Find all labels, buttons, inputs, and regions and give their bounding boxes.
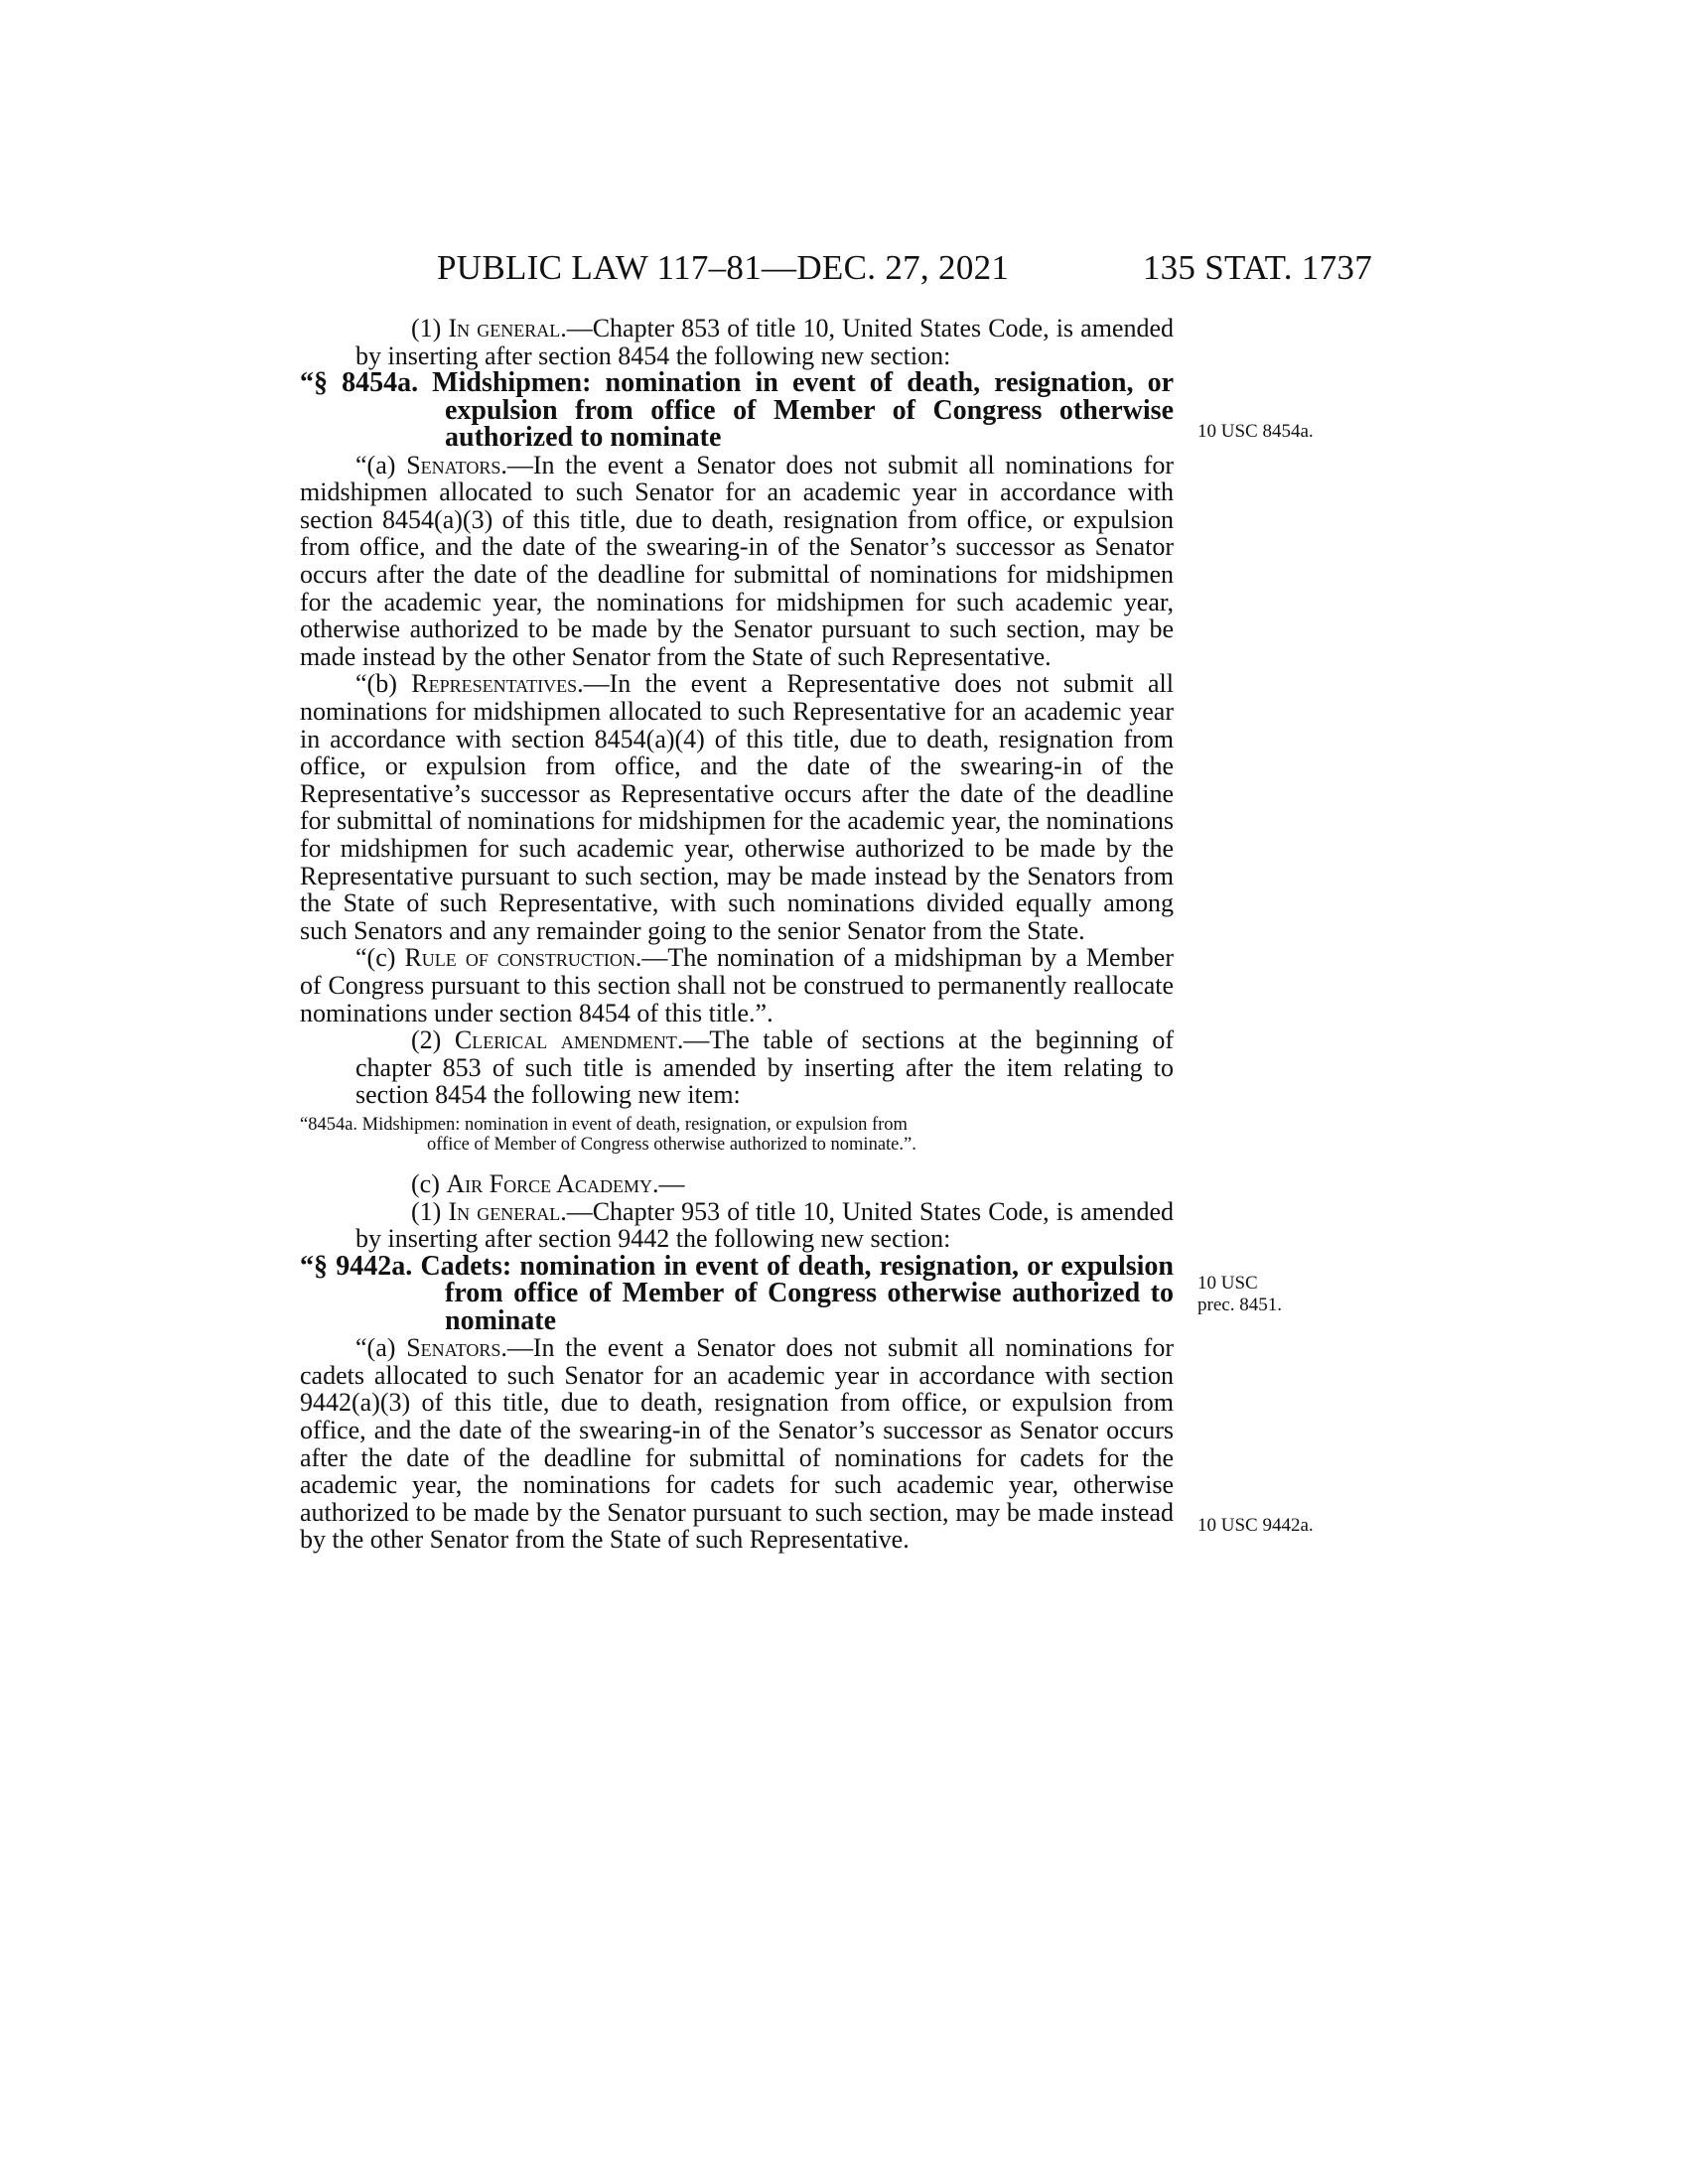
subsection-b-representatives: [300, 670, 1174, 944]
para-heading: In general: [448, 314, 561, 342]
section-heading-9442a: “§ 9442a. Cadets: nomination in event of death, resignation, or expulsion from office of Member of Congress otherwise authorized to nominate: [300, 1250, 1174, 1336]
para-heading: Clerical amendment: [454, 1025, 677, 1055]
para-label: (c): [411, 1168, 447, 1198]
para-text: .—Chapter 853 of title 10, United States Code, is amended by inserting after section 8454 the following new section:: [355, 314, 1174, 370]
item-line-1: “8454a. Midshipmen: nomination in event of death, resignation, or expulsion from: [300, 1114, 908, 1135]
para-heading: Rule of construction: [404, 943, 635, 973]
para-text: .—Chapter 953 of title 10, United States Code, is amended by inserting after section 9442 the following new section:: [355, 1196, 1174, 1254]
margin-note-prec-8451: [1197, 1273, 1282, 1316]
para-label: (1): [411, 314, 449, 342]
para-heading: Senators: [406, 1333, 501, 1363]
section-heading-8454a: “§ 8454a. Midshipmen: nomination in event of death, resignation, or expulsion from office of Member of Congress otherwise authorized to nominate: [300, 367, 1174, 454]
item-line-2: office of Member of Congress otherwise authorized to nominate.”.: [427, 1134, 916, 1155]
para-text: .—The table of sections at the beginning of chapter 853 of such title is amended by inserting after the item relating to section 8454 the following new item:: [355, 1025, 1174, 1110]
para-label: “(a): [355, 450, 407, 479]
subsection-a-senators-cadets: [300, 1334, 1174, 1554]
margin-note-8454a: 10 USC 8454a.: [1197, 421, 1314, 442]
subsection-a-senators: [300, 452, 1174, 671]
statute-page-number: 135 STAT. 1737: [1142, 248, 1372, 287]
subsection-c-air-force-academy: [300, 1170, 1174, 1198]
margin-note-9442a: 10 USC 9442a.: [1197, 1515, 1314, 1536]
paragraph-1-in-general: [300, 315, 1174, 369]
para-heading: Air Force Academy: [446, 1168, 652, 1198]
main-text-column: [300, 315, 1174, 1554]
para-label: (2): [411, 1025, 455, 1055]
paragraph-2-clerical-amendment: [300, 1026, 1174, 1109]
margin-note-line: 10 USC: [1197, 1273, 1258, 1294]
paragraph-1-in-general-af: [300, 1198, 1174, 1253]
para-label: “(a): [355, 1333, 407, 1363]
para-label: (1): [411, 1196, 449, 1226]
para-label: “(b): [355, 669, 412, 699]
para-label: “(c): [355, 943, 405, 973]
table-of-sections-item: [300, 1115, 1174, 1155]
running-header-title: PUBLIC LAW 117–81—DEC. 27, 2021: [437, 248, 1010, 287]
para-text: .—In the event a Senator does not submit all nominations for cadets allocated to such Senator for an academic year in accordance with section 9442(a)(3) of this title, due to death, resignation from office, or expulsion from office, and the date of the swearing-in of the Senator’s successor as Senator occurs after the date of the deadline for submittal of nominations for cadets for the academic year, the nominations for cadets for such academic year, otherwise authorized to be made by the Senator pursuant to such section, may be made instead by the other Senator from the State of such Representative.: [300, 1333, 1175, 1555]
para-text: .—In the event a Senator does not submit all nominations for midshipmen allocated to such Senator for an academic year in accordance with section 8454(a)(3) of this title, due to death, resignation from office, or expulsion from office, and the date of the swearing-in of the Senator’s successor as Senator occurs after the date of the deadline for submittal of nominations for midshipmen for the academic year, the nominations for midshipmen for such academic year, otherwise authorized to be made by the Senator pursuant to such section, may be made instead by the other Senator from the State of such Representative.: [300, 450, 1175, 671]
subsection-c-rule-of-construction: [300, 944, 1174, 1026]
para-text: .—: [651, 1168, 685, 1198]
para-text: .—In the event a Representative does not submit all nominations for midshipmen allocated to such Representative for an academic year in accordance with section 8454(a)(4) of this title, due to death, resignation from office, or expulsion from office, and the date of the swearing-in of the Representative’s successor as Representative occurs after the date of the deadline for submittal of nominations for midshipmen for the academic year, the nominations for midshipmen for such academic year, otherwise authorized to be made by the Representative pursuant to such section, may be made instead by the Senators from the State of such Representative, with such nominations divided equally among such Senators and any remainder going to the senior Senator from the State.: [300, 669, 1174, 945]
para-text: .—The nomination of a midshipman by a Member of Congress pursuant to this section shall not be construed to permanently reallocate nominations under section 8454 of this title.”.: [300, 943, 1174, 1027]
para-heading: In general: [448, 1196, 561, 1226]
margin-note-line: prec. 8451.: [1197, 1295, 1282, 1315]
para-heading: Senators: [406, 450, 501, 479]
para-heading: Representatives: [411, 669, 578, 699]
